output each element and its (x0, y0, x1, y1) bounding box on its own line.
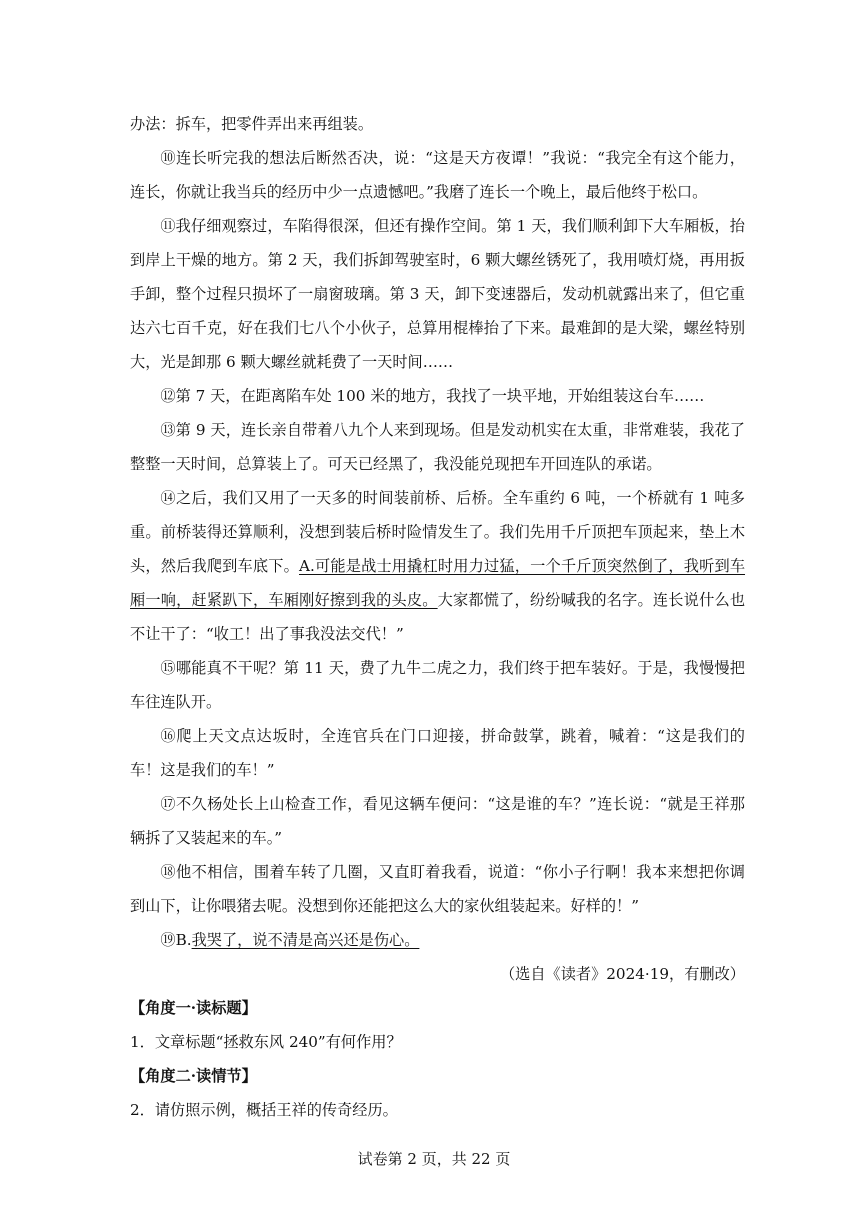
paragraph-16: ⑯爬上天文点达坂时，全连官兵在门口迎接，拼命鼓掌，跳着，喊着：“这是我们的车！这是我们的车！” (130, 727, 745, 779)
paragraph-14-text-a: ⑭之后，我们又用了一天多的时间装前桥、后桥。全车重约 6 吨，一个桥就有 1 吨多重。前桥装得还算顺利，没想到装后桥时险情发生了。我们先用千斤顶把车顶起来，垫上木头，然后我爬到车底下。 (130, 489, 745, 575)
paragraph-15: ⑮哪能真不干呢？第 11 天，费了九牛二虎之力，我们终于把车装好。于是，我慢慢把车往连队开。 (130, 659, 745, 711)
angle-1-heading: 【角度一·读标题】 (130, 999, 257, 1017)
paragraph-10: ⑩连长听完我的想法后断然否决，说：“这是天方夜谭！”我说：“我完全有这个能力，连长，你就让我当兵的经历中少一点遗憾吧。”我磨了连长一个晚上，最后他终于松口。 (130, 149, 745, 201)
source-citation: （选自《读者》2024·19，有删改） (499, 965, 745, 983)
article-body (130, 107, 745, 1127)
paragraph-13: ⑬第 9 天，连长亲自带着八九个人来到现场。但是发动机实在太重，非常难装，我花了整整一天时间，总算装上了。可天已经黑了，我没能兑现把车开回连队的承诺。 (130, 421, 745, 473)
paragraph-19-number: ⑲B. (160, 931, 192, 949)
paragraph-11: ⑪我仔细观察过，车陷得很深，但还有操作空间。第 1 天，我们顺利卸下大车厢板，抬到岸上干燥的地方。第 2 天，我们拆卸驾驶室时，6 颗大螺丝锈死了，我用喷灯烧，再用扳手卸，整个过程只损坏了一扇窗玻璃。第 3 天，卸下变速器后，发动机就露出来了，但它重达六七百千克，好在我们七八个小伙子，总算用棍棒抬了下来。最难卸的是大梁，螺丝特别大，光是卸那 6 颗大螺丝就耗费了一天时间…… (130, 217, 745, 371)
underlined-sentence-b: 我哭了，说不清是高兴还是伤心。 (191, 931, 420, 949)
paragraph-18: ⑱他不相信，围着车转了几圈，又直盯着我看，说道：“你小子行啊！我本来想把你调到山下，让你喂猪去呢。没想到你还能把这么大的家伙组装起来。好样的！” (130, 863, 745, 915)
paragraph-14-text-b: 大家都慌了，纷纷喊我的名字。连长说什么也不让干了：“收工！出了事我没法交代！” (130, 591, 746, 643)
paragraph-14 (130, 481, 745, 651)
underlined-sentence-a: A.可能是战士用撬杠时用力过猛，一个千斤顶突然倒了，我听到车厢一响，赶紧趴下，车厢刚好擦到我的头皮。 (130, 557, 746, 609)
angle-2-heading: 【角度二·读情节】 (130, 1067, 257, 1085)
question-1: 1．文章标题“拯救东风 240”有何作用？ (130, 1033, 402, 1051)
paragraph-12: ⑫第 7 天，在距离陷车处 100 米的地方，我找了一块平地，开始组装这台车…… (160, 387, 705, 405)
paragraph-17: ⑰不久杨处长上山检查工作，看见这辆车便问：“这是谁的车？”连长说：“就是王祥那辆拆了又装起来的车。” (130, 795, 745, 847)
paragraph-9-end: 办法：拆车，把零件弄出来再组装。 (130, 115, 373, 133)
question-2: 2．请仿照示例，概括王祥的传奇经历。 (130, 1101, 398, 1119)
page-footer: 试卷第 2 页，共 22 页 (357, 1150, 511, 1168)
paragraph-19 (130, 923, 745, 957)
